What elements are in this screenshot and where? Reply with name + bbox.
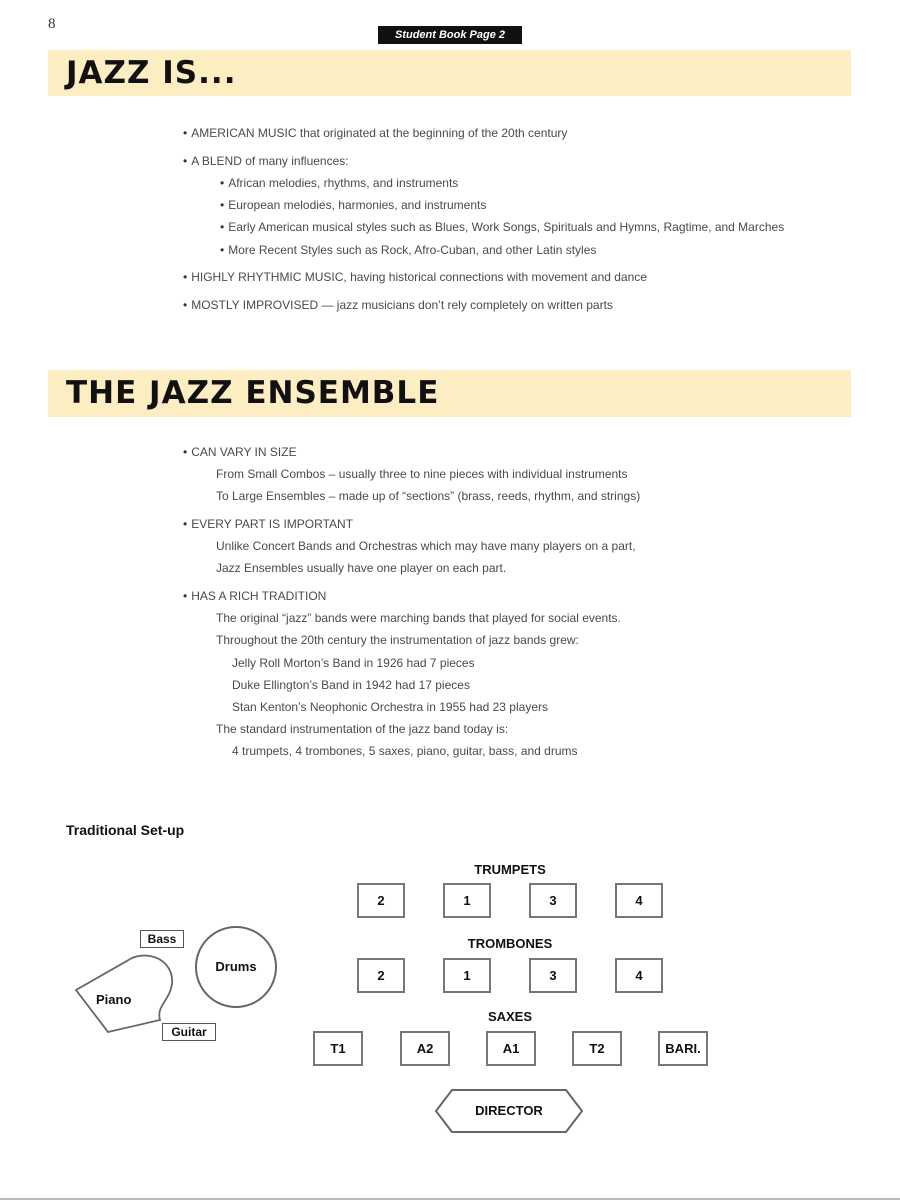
guitar-label: Guitar — [162, 1023, 216, 1041]
sub-list-item: • African melodies, rhythms, and instruments — [220, 176, 458, 190]
bass-label: Bass — [140, 930, 184, 948]
trumpet-seat: 4 — [615, 883, 663, 918]
list-item: • AMERICAN MUSIC that originated at the beginning of the 20th century — [183, 126, 567, 140]
sax-seat: T2 — [572, 1031, 622, 1066]
trombone-seat: 3 — [529, 958, 577, 993]
trumpet-seat: 3 — [529, 883, 577, 918]
list-detail-indented: Duke Ellington’s Band in 1942 had 17 pieces — [232, 678, 470, 692]
sub-list-item: • More Recent Styles such as Rock, Afro-Cuban, and other Latin styles — [220, 243, 596, 257]
list-detail: The standard instrumentation of the jazz band today is: — [216, 722, 509, 736]
sub-list-item: • European melodies, harmonies, and instruments — [220, 198, 486, 212]
director-label: DIRECTOR — [475, 1103, 543, 1118]
sax-seat: A1 — [486, 1031, 536, 1066]
section-title-jazz-is: JAZZ IS... — [66, 55, 237, 91]
list-detail-indented: Stan Kenton’s Neophonic Orchestra in 1955 had 23 players — [232, 700, 548, 714]
trombone-seat: 1 — [443, 958, 491, 993]
list-detail: Throughout the 20th century the instrumentation of jazz bands grew: — [216, 633, 579, 647]
list-detail: To Large Ensembles – made up of “sections” (brass, reeds, rhythm, and strings) — [216, 489, 641, 503]
list-detail: Jazz Ensembles usually have one player on each part. — [216, 561, 507, 575]
page-number: 8 — [48, 16, 56, 32]
list-detail: Unlike Concert Bands and Orchestras which may have many players on a part, — [216, 539, 636, 553]
piano-label: Piano — [96, 992, 132, 1007]
list-item: • MOSTLY IMPROVISED — jazz musicians don’t rely completely on written parts — [183, 298, 613, 312]
section-title-jazz-ensemble: THE JAZZ ENSEMBLE — [66, 375, 440, 411]
trumpet-seat: 2 — [357, 883, 405, 918]
list-heading: • CAN VARY IN SIZE — [183, 445, 297, 459]
trombone-seat: 4 — [615, 958, 663, 993]
list-heading: • HAS A RICH TRADITION — [183, 589, 326, 603]
trumpet-seat: 1 — [443, 883, 491, 918]
list-detail-indented: 4 trumpets, 4 trombones, 5 saxes, piano, guitar, bass, and drums — [232, 744, 578, 758]
sax-seat: BARI. — [658, 1031, 708, 1066]
section-banner-jazz-is — [48, 50, 851, 96]
trombones-label: TROMBONES — [467, 936, 553, 951]
trumpets-label: TRUMPETS — [474, 862, 546, 877]
sub-list-item: • Early American musical styles such as Blues, Work Songs, Spirituals and Hymns, Ragtime, and Marches — [220, 220, 784, 234]
diagram-title: Traditional Set-up — [66, 822, 185, 838]
list-detail-indented: Jelly Roll Morton’s Band in 1926 had 7 pieces — [232, 656, 475, 670]
list-item: • HIGHLY RHYTHMIC MUSIC, having historical connections with movement and dance — [183, 270, 647, 284]
sax-seat: T1 — [313, 1031, 363, 1066]
list-item: • A BLEND of many influences: — [183, 154, 349, 168]
list-detail: From Small Combos – usually three to nine pieces with individual instruments — [216, 467, 628, 481]
student-book-page-label: Student Book Page 2 — [378, 26, 522, 44]
section-banner-jazz-ensemble — [48, 370, 851, 417]
list-detail: The original “jazz” bands were marching bands that played for social events. — [216, 611, 621, 625]
list-heading: • EVERY PART IS IMPORTANT — [183, 517, 353, 531]
sax-seat: A2 — [400, 1031, 450, 1066]
drums-circle: Drums — [195, 926, 277, 1008]
trombone-seat: 2 — [357, 958, 405, 993]
saxes-label: SAXES — [487, 1009, 533, 1024]
